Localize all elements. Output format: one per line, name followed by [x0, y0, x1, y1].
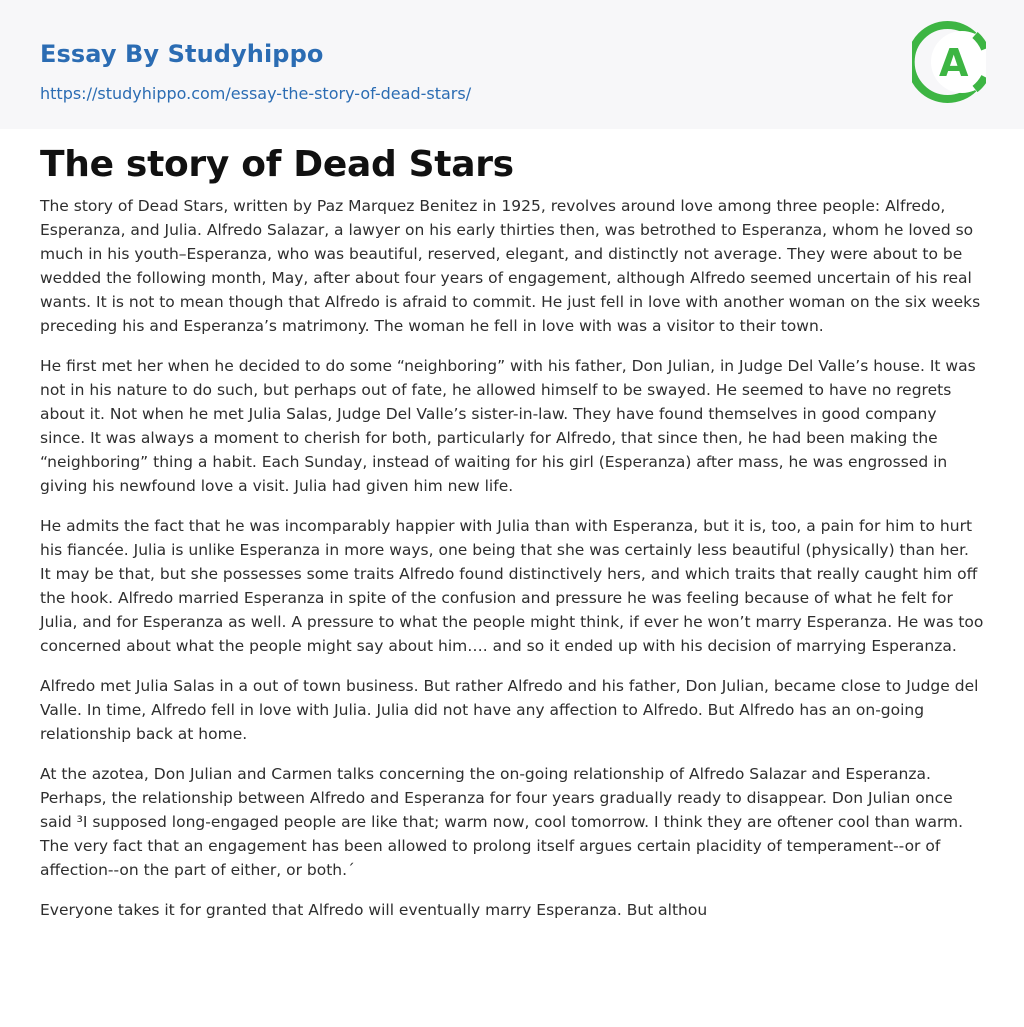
studyhippo-logo-icon[interactable] — [912, 19, 986, 105]
page-title: The story of Dead Stars — [40, 144, 514, 185]
essay-paragraph: He first met her when he decided to do some “neighboring” with his father, Don Julian, in Judge Del Valle’s house. It was not in his nature to do such, but perhaps out of fate, he allowed himself to be swayed. He seemed to have no regrets about it. Not when he met Julia Salas, Judge Del Valle’s sister-in-law. They have found themselves in good company since. It was always a moment to cherish for both, particularly for Alfredo, that since then, he had been making the “neighboring” thing a habit. Each Sunday, instead of waiting for his girl (Esperanza) after mass, he was engrossed in giving his newfound love a visit. Julia had given him new life. — [40, 357, 976, 495]
page-url-link[interactable]: https://studyhippo.com/essay-the-story-of-dead-stars/ — [40, 84, 472, 103]
site-header — [0, 0, 1024, 129]
essay-body — [40, 194, 984, 938]
essay-paragraph: Everyone takes it for granted that Alfredo will eventually marry Esperanza. But althou — [40, 901, 708, 919]
essay-paragraph: The story of Dead Stars, written by Paz Marquez Benitez in 1925, revolves around love among three people: Alfredo, Esperanza, and Julia. Alfredo Salazar, a lawyer on his early thirties then, was betrothed to Esperanza, whom he loved so much in his youth–Esperanza, who was beautiful, reserved, elegant, and distinctly not average. They were about to be wedded the following month, May, after about four years of engagement, although Alfredo seemed uncertain of his real wants. It is not to mean though that Alfredo is afraid to commit. He just fell in love with another woman on the six weeks preceding his and Esperanza’s matrimony. The woman he fell in love with was a visitor to their town. — [40, 197, 981, 335]
logo-letter: A — [939, 41, 969, 85]
essay-paragraph: He admits the fact that he was incomparably happier with Julia than with Esperanza, but it is, too, a pain for him to hurt his fiancée. Julia is unlike Esperanza in more ways, one being that she was certainly less beautiful (physically) than her. It may be that, but she possesses some traits Alfredo found distinctively hers, and which traits that really caught him off the hook. Alfredo married Esperanza in spite of the confusion and pressure he was feeling because of what he felt for Julia, and for Esperanza as well. A pressure to what the people might think, if ever he won’t marry Esperanza. He was too concerned about what the people might say about him…. and so it ended up with his decision of marrying Esperanza. — [40, 517, 984, 655]
essay-paragraph: Alfredo met Julia Salas in a out of town business. But rather Alfredo and his father, Don Julian, became close to Judge del Valle. In time, Alfredo fell in love with Julia. Julia did not have any affection to Alfredo. But Alfredo has an on-going relationship back at home. — [40, 677, 979, 743]
essay-paragraph: At the azotea, Don Julian and Carmen talks concerning the on-going relationship of Alfredo Salazar and Esperanza. Perhaps, the relationship between Alfredo and Esperanza for four years gradually ready to disappear. Don Julian once said ³I supposed long-engaged people are like that; warm now, cool tomorrow. I think they are oftener cool than warm. The very fact that an engagement has been allowed to prolong itself argues certain placidity of temperament--or of affection--on the part of either, or both.´ — [40, 765, 964, 879]
site-brand[interactable]: Essay By Studyhippo — [40, 40, 324, 68]
